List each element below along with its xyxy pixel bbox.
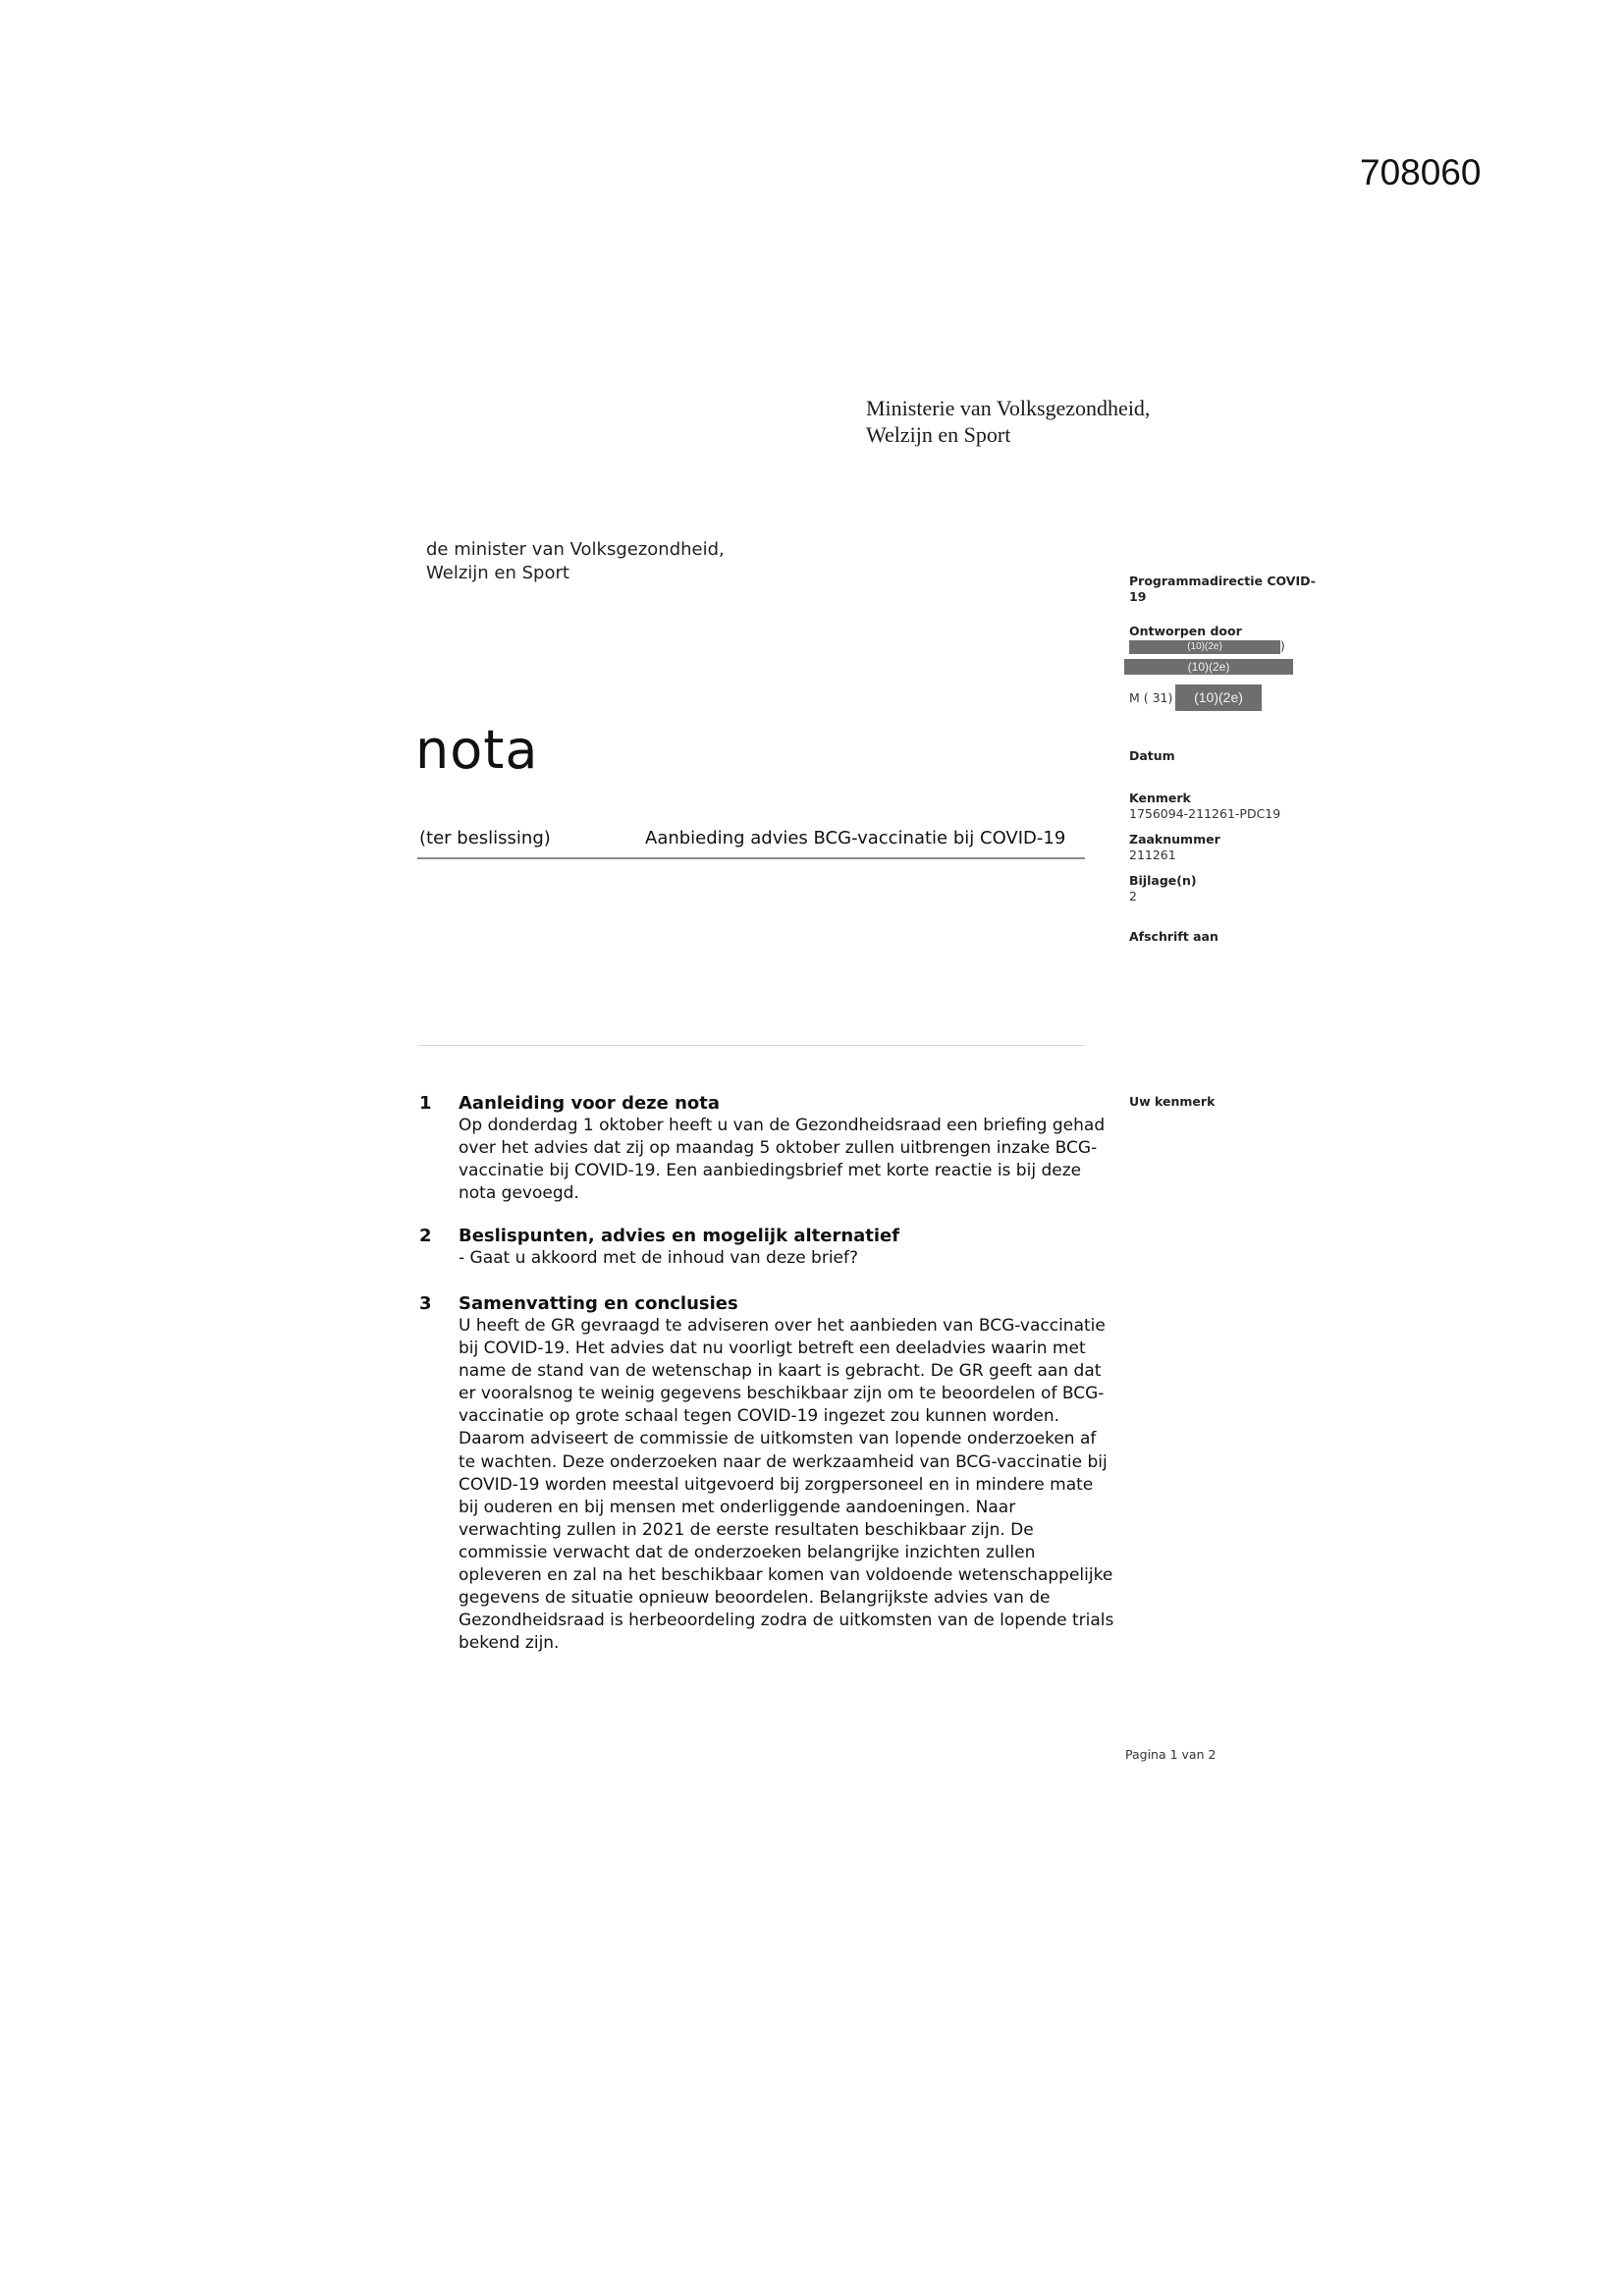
section-title: Samenvatting en conclusies — [459, 1293, 738, 1314]
directorate-label: 19 — [1129, 589, 1147, 604]
section-number: 1 — [419, 1093, 432, 1114]
section-line: gegevens de situatie opnieuw beoordelen. Belangrijkste advies van de — [459, 1588, 1051, 1609]
section-line: - Gaat u akkoord met de inhoud van deze brief? — [459, 1248, 859, 1268]
addressee-line: de minister van Volksgezondheid, — [426, 539, 725, 560]
section-line: commissie verwacht dat de onderzoeken belangrijke inzichten zullen — [459, 1542, 1036, 1562]
section-line: Op donderdag 1 oktober heeft u van de Gezondheidsraad een briefing gehad — [459, 1116, 1106, 1135]
ministry-line: Ministerie van Volksgezondheid, — [866, 396, 1151, 420]
section-body — [459, 1226, 1126, 1270]
section-line: Daarom adviseert de commissie de uitkomsten van lopende onderzoeken af — [459, 1429, 1097, 1449]
sidebar-date — [1129, 748, 1325, 764]
section-line: opleveren en zal na het beschikbaar komen van voldoende wetenschappelijke — [459, 1565, 1113, 1586]
section-line: COVID-19 worden meestal uitgevoerd bij zorgpersoneel en in mindere mate — [459, 1474, 1094, 1495]
directorate-label: Programmadirectie COVID- — [1129, 574, 1316, 588]
copy-to-label: Afschrift aan — [1129, 929, 1218, 944]
section-line: te wachten. Deze onderzoeken naar de werkzaamheid van BCG-vaccinatie bij — [459, 1451, 1108, 1472]
section-title: Beslispunten, advies en mogelijk alternatief — [459, 1226, 900, 1246]
document-type-title: nota — [415, 719, 539, 781]
section-body — [459, 1293, 1126, 1655]
date-label: Datum — [1129, 748, 1175, 763]
section-line: verwachting zullen in 2021 de eerste resultaten beschikbaar zijn. De — [459, 1519, 1034, 1540]
m-label: M ( 31) — [1129, 690, 1173, 705]
nota-status: (ter beslissing) — [419, 828, 551, 848]
section-line: er vooralsnog te weinig gegevens beschikbaar zijn om te beoordelen of BCG- — [459, 1384, 1105, 1404]
drafted-by-label: Ontworpen door — [1129, 624, 1242, 638]
sidebar-copy-to — [1129, 929, 1325, 945]
nota-subject: Aanbieding advies BCG-vaccinatie bij COVID-19 — [645, 828, 1066, 848]
redaction-paren: ) — [1280, 639, 1285, 653]
header-divider — [417, 857, 1085, 859]
section-line: U heeft de GR gevraagd te adviseren over het aanbieden van BCG-vaccinatie — [459, 1316, 1106, 1336]
section-line: name de stand van de wetenschap in kaart is gebracht. De GR geeft aan dat — [459, 1361, 1102, 1382]
attachments-label: Bijlage(n) — [1129, 873, 1197, 888]
section-line: vaccinatie op grote schaal tegen COVID-19 ingezet zou kunnen worden. — [459, 1406, 1060, 1427]
attachments-value: 2 — [1129, 889, 1137, 903]
sidebar-case-number — [1129, 832, 1325, 863]
sidebar-reference — [1129, 791, 1325, 822]
addressee-line: Welzijn en Sport — [426, 563, 569, 583]
reference-value: 1756094-211261-PDC19 — [1129, 806, 1281, 821]
sidebar-your-reference — [1129, 1094, 1325, 1110]
section-line: bij ouderen en bij mensen met onderliggende aandoeningen. Naar — [459, 1497, 1016, 1517]
reference-label: Kenmerk — [1129, 791, 1191, 805]
section-body — [459, 1093, 1126, 1205]
section-line: over het advies dat zij op maandag 5 oktober zullen uitbrengen inzake BCG- — [459, 1138, 1098, 1159]
redaction-block: (10)(2e) — [1129, 640, 1280, 654]
section-line: nota gevoegd. — [459, 1183, 579, 1204]
section-line: Gezondheidsraad is herbeoordeling zodra de uitkomsten van de lopende trials — [459, 1611, 1114, 1631]
page-number: Pagina 1 van 2 — [1125, 1747, 1217, 1762]
section-number: 2 — [419, 1226, 432, 1246]
document-number: 708060 — [1360, 152, 1482, 192]
section-title: Aanleiding voor deze nota — [459, 1093, 721, 1114]
section-line: vaccinatie bij COVID-19. Een aanbiedingsbrief met korte reactie is bij deze — [459, 1161, 1082, 1181]
case-number-label: Zaaknummer — [1129, 832, 1220, 847]
addressee — [426, 538, 725, 585]
sidebar-drafted-by — [1129, 624, 1325, 639]
section-number: 3 — [419, 1293, 432, 1314]
sidebar-attachments — [1129, 873, 1325, 904]
redaction-block: (10)(2e) — [1175, 684, 1262, 711]
ministry-line: Welzijn en Sport — [866, 422, 1011, 447]
your-reference-label: Uw kenmerk — [1129, 1094, 1216, 1109]
section-line: bekend zijn. — [459, 1633, 560, 1654]
case-number-value: 211261 — [1129, 847, 1176, 862]
content-divider — [417, 1045, 1085, 1046]
section-line: bij COVID-19. Het advies dat nu voorligt betreft een deeladvies waarin met — [459, 1339, 1086, 1359]
redaction-block: (10)(2e) — [1124, 659, 1293, 675]
sidebar-directorate — [1129, 574, 1325, 605]
ministry-logo-text — [866, 395, 1150, 448]
